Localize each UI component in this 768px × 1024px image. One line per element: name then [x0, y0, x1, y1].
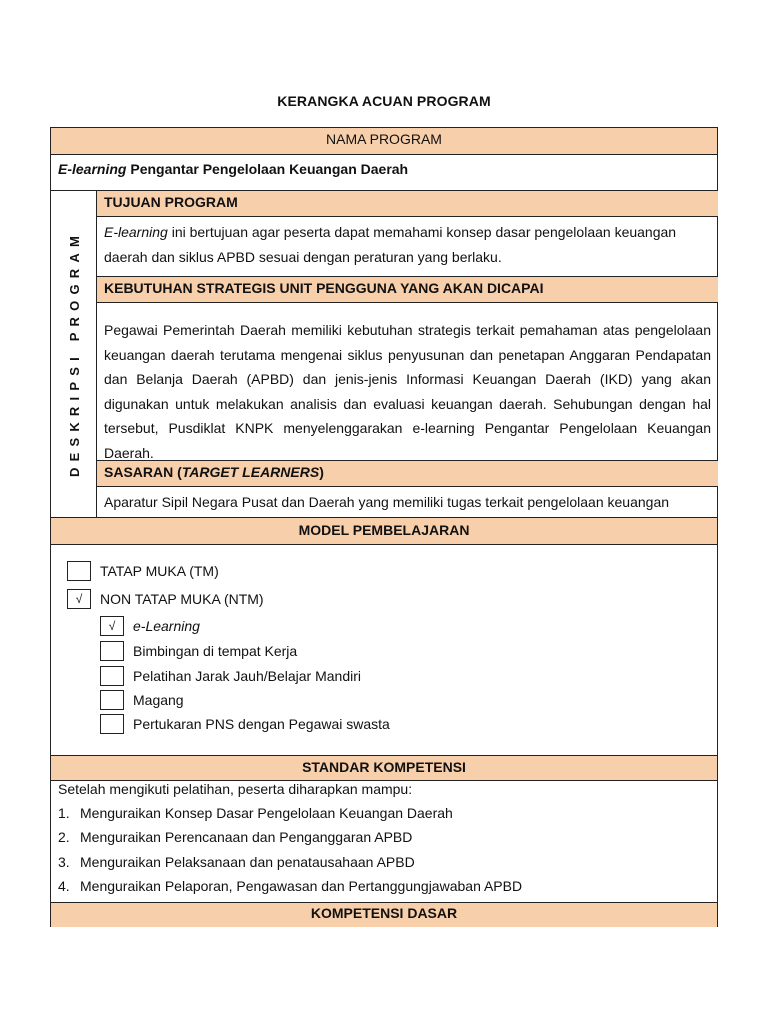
standar-header: STANDAR KOMPETENSI	[51, 755, 717, 780]
sub-option-elearning-label: e-Learning	[133, 618, 200, 634]
standar-item	[58, 827, 412, 847]
standar-item-text: Menguraikan Konsep Dasar Pengelolaan Keuangan Daerah	[80, 805, 453, 821]
sub-option-bimbingan[interactable]	[100, 640, 297, 662]
standar-item-text: Menguraikan Perencanaan dan Penganggaran APBD	[80, 829, 413, 845]
nama-program-rest: Pengantar Pengelolaan Keuangan Daerah	[126, 161, 409, 177]
nama-program-italic: E-learning	[58, 161, 127, 177]
option-non-tatap-muka-label: NON TATAP MUKA (NTM)	[100, 591, 264, 607]
sasaran-header-pre: SASARAN (	[104, 464, 182, 480]
checkbox-tatap-muka[interactable]	[67, 561, 91, 581]
standar-item-num: 4.	[58, 878, 70, 894]
checkbox-bimbingan[interactable]	[100, 641, 124, 661]
standar-content	[51, 780, 717, 902]
sasaran-text: Aparatur Sipil Negara Pusat dan Daerah yang memiliki tugas terkait pengelolaan keuangan	[97, 486, 718, 517]
checkbox-pjj[interactable]	[100, 666, 124, 686]
tujuan-italic: E-learning	[104, 224, 168, 240]
standar-item-text: Menguraikan Pelaksanaan dan penatausahaan APBD	[80, 854, 415, 870]
model-options-area	[51, 544, 717, 755]
sub-option-pjj[interactable]	[100, 665, 361, 687]
sasaran-header-italic: TARGET LEARNERS	[181, 464, 320, 480]
standar-item	[58, 803, 453, 823]
kebutuhan-text: Pegawai Pemerintah Daerah memiliki kebutuhan strategis terkait pemahaman atas pengelolaan keuangan daerah terutama mengenai siklus penyusunan dan penetapan Anggaran Pendapatan dan Belanja Daerah (APBD) dan jenis-jenis Informasi Keuangan Daerah (IKD) yang akan digunakan untuk melakukan analisis dan evaluasi keuangan daerah. Sehubungan dengan hal tersebut, Pusdiklat KNPK menyelenggarakan e-learning Pengantar Pengelolaan Keuangan Daerah.	[97, 302, 718, 460]
sub-option-pertukaran-label: Pertukaran PNS dengan Pegawai swasta	[133, 716, 390, 732]
model-header: MODEL PEMBELAJARAN	[51, 517, 717, 544]
sub-option-elearning[interactable]	[100, 615, 200, 637]
standar-item-num: 3.	[58, 854, 70, 870]
nama-program-header: NAMA PROGRAM	[51, 128, 717, 154]
deskripsi-side-label: DESKRIPSI PROGRAM	[66, 230, 82, 477]
standar-item-text: Menguraikan Pelaporan, Pengawasan dan Pertanggungjawaban APBD	[80, 878, 523, 894]
kebutuhan-header: KEBUTUHAN STRATEGIS UNIT PENGGUNA YANG AKAN DICAPAI	[97, 276, 718, 302]
checkbox-magang[interactable]	[100, 690, 124, 710]
sasaran-header	[97, 460, 718, 486]
deskripsi-sidebar	[51, 190, 97, 517]
standar-item-num: 1.	[58, 805, 70, 821]
standar-item	[58, 852, 415, 872]
option-tatap-muka[interactable]	[67, 560, 219, 582]
standar-item-num: 2.	[58, 829, 70, 845]
document-title: KERANGKA ACUAN PROGRAM	[277, 93, 491, 109]
checkbox-non-tatap-muka[interactable]: √	[67, 589, 91, 609]
checkbox-elearning[interactable]: √	[100, 616, 124, 636]
sub-option-magang-label: Magang	[133, 692, 184, 708]
tujuan-header: TUJUAN PROGRAM	[97, 190, 718, 216]
tujuan-rest: ini bertujuan agar peserta dapat memahami konsep dasar pengelolaan keuangan daerah dan siklus APBD sesuai dengan peraturan yang berlaku.	[104, 224, 677, 265]
sub-option-pjj-label: Pelatihan Jarak Jauh/Belajar Mandiri	[133, 668, 362, 684]
standar-item	[58, 876, 522, 896]
sasaran-header-post: )	[319, 464, 324, 480]
program-table	[50, 127, 718, 927]
standar-intro: Setelah mengikuti pelatihan, peserta diharapkan mampu:	[58, 781, 413, 797]
sub-option-bimbingan-label: Bimbingan di tempat Kerja	[133, 643, 298, 659]
checkbox-pertukaran[interactable]	[100, 714, 124, 734]
kompetensi-dasar-header: KOMPETENSI DASAR	[51, 902, 717, 927]
option-tatap-muka-label: TATAP MUKA (TM)	[100, 563, 219, 579]
sub-option-magang[interactable]	[100, 689, 184, 711]
nama-program-value	[51, 154, 717, 190]
option-non-tatap-muka[interactable]	[67, 588, 264, 610]
tujuan-text	[97, 216, 718, 276]
sub-option-pertukaran[interactable]	[100, 713, 390, 735]
